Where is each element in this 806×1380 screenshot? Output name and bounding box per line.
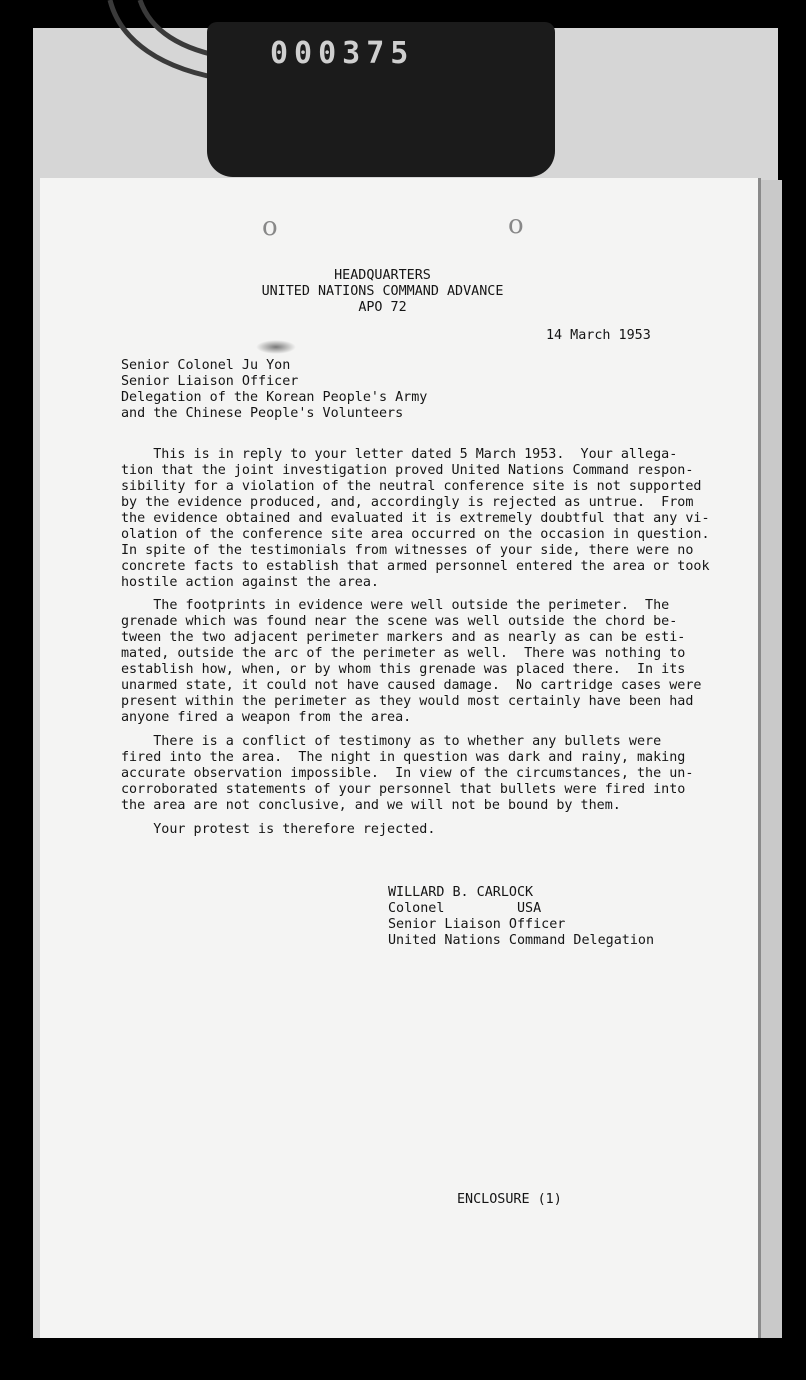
body-line: tion that the joint investigation proved United Nations Command respon- (121, 463, 694, 478)
body-line: fired into the area. The night in question was dark and rainy, making (121, 750, 686, 765)
body-line: concrete facts to establish that armed personnel entered the area or took (121, 559, 710, 574)
body-line: In spite of the testimonials from witnesses of your side, there were no (121, 543, 694, 558)
body-line: The footprints in evidence were well outside the perimeter. The (121, 598, 670, 613)
body-line: hostile action against the area. (121, 575, 379, 590)
signature-name: WILLARD B. CARLOCK (388, 885, 534, 900)
enclosure-label: ENCLOSURE (1) (457, 1192, 562, 1207)
body-line: sibility for a violation of the neutral conference site is not supported (121, 479, 702, 494)
body-line: There is a conflict of testimony as to whether any bullets were (121, 734, 662, 749)
addressee-line: Delegation of the Korean People's Army (121, 390, 428, 405)
body-line: anyone fired a weapon from the area. (121, 710, 412, 725)
signature-title: Senior Liaison Officer (388, 917, 566, 932)
body-line: mated, outside the arc of the perimeter as well. There was nothing to (121, 646, 686, 661)
body-line: establish how, when, or by whom this grenade was placed there. In its (121, 662, 686, 677)
letter-date: 14 March 1953 (546, 328, 651, 343)
punch-hole-icon: o (508, 210, 524, 240)
addressee-line: Senior Liaison Officer (121, 374, 299, 389)
body-line: olation of the conference site area occurred on the occasion in question. (121, 527, 710, 542)
body-line: accurate observation impossible. In view of the circumstances, the un- (121, 766, 694, 781)
addressee-line: and the Chinese People's Volunteers (121, 406, 404, 421)
addressee-line: Senior Colonel Ju Yon (121, 358, 291, 373)
body-line: tween the two adjacent perimeter markers and as nearly as can be esti- (121, 630, 686, 645)
body-line: present within the perimeter as they would most certainly have been had (121, 694, 694, 709)
letterhead-apo: APO 72 (358, 300, 407, 315)
signature-rank: Colonel USA (388, 901, 542, 916)
body-line: Your protest is therefore rejected. (121, 822, 436, 837)
body-line: the evidence obtained and evaluated it is extremely doubtful that any vi- (121, 511, 710, 526)
body-line: unarmed state, it could not have caused damage. No cartridge cases were (121, 678, 702, 693)
body-line: by the evidence produced, and, accordingly is rejected as untrue. From (121, 495, 694, 510)
body-line: This is in reply to your letter dated 5 March 1953. Your allega- (121, 447, 678, 462)
punch-hole-icon: o (262, 212, 278, 242)
body-line: corroborated statements of your personnel that bullets were fired into (121, 782, 686, 797)
body-line: the area are not conclusive, and we will not be bound by them. (121, 798, 621, 813)
ink-smudge (256, 340, 296, 354)
frame-number: 000375 (270, 36, 415, 71)
letterhead-headquarters: HEADQUARTERS (334, 268, 431, 283)
letterhead-command: UNITED NATIONS COMMAND ADVANCE (261, 284, 504, 299)
body-line: grenade which was found near the scene was well outside the chord be- (121, 614, 678, 629)
signature-org: United Nations Command Delegation (388, 933, 655, 948)
